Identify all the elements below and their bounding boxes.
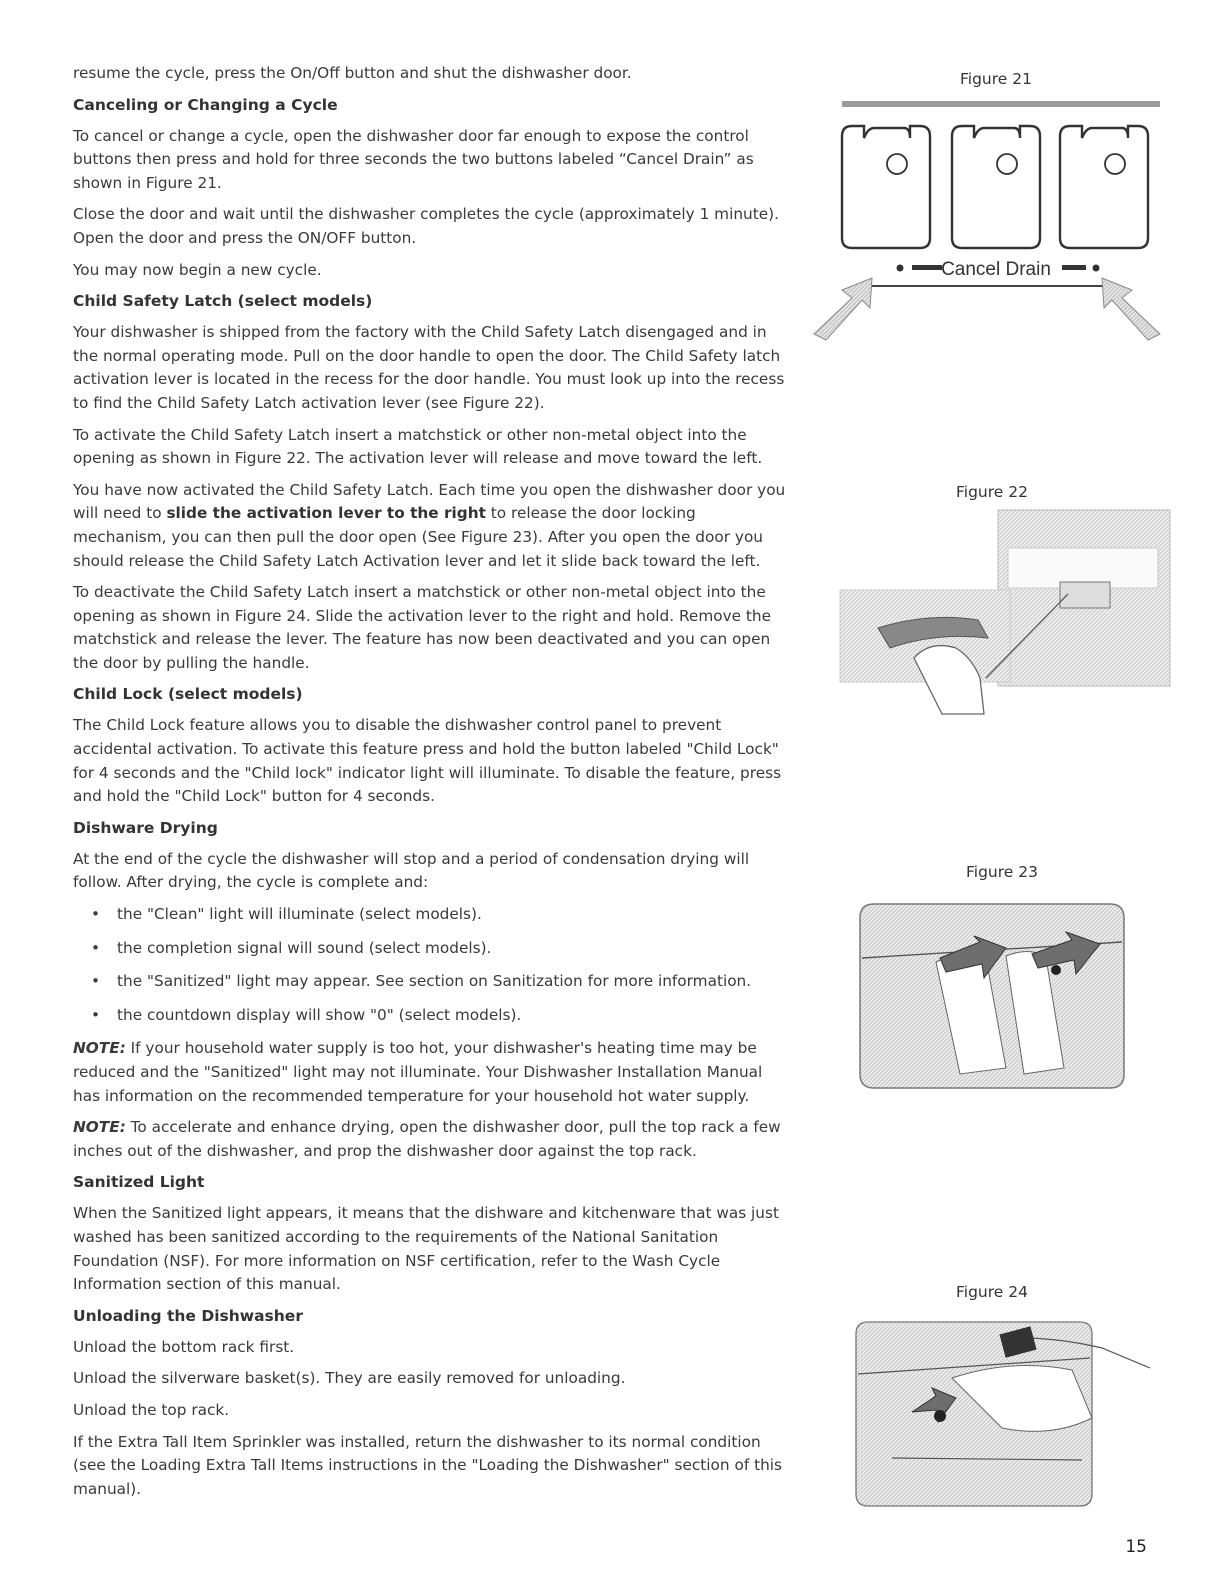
list-item: • the "Clean" light will illuminate (select models). bbox=[73, 903, 793, 927]
control-panel-illustration bbox=[812, 98, 1162, 348]
paragraph: Close the door and wait until the dishwasher completes the cycle (approximately 1 minute). Open the door and press the ON/OFF button. bbox=[73, 205, 779, 247]
cancel-drain-label: Cancel Drain bbox=[941, 259, 1051, 280]
drying-bullet-list bbox=[73, 903, 793, 1027]
note-label: NOTE: bbox=[73, 1039, 126, 1058]
heading-child-lock: Child Lock (select models) bbox=[73, 685, 303, 704]
paragraph: The Child Lock feature allows you to disable the dishwasher control panel to prevent accidental activation. To activate this feature press and hold the button labeled "Child Lock" for 4 seconds and the "Child lock" indicator light will illuminate. To disable the feature, press and hold the "Child Lock" button for 4 seconds. bbox=[73, 716, 782, 806]
paragraph: When the Sanitized light appears, it means that the dishware and kitchenware that was just washed has been sanitized according to the requirements of the National Sanitation Foundation (NSF). For more information on NSF certification, refer to the Wash Cycle Information section of this manual. bbox=[73, 1204, 779, 1294]
intro-paragraph: resume the cycle, press the On/Off button and shut the dishwasher door. bbox=[73, 64, 632, 82]
heading-dishware-drying: Dishware Drying bbox=[73, 818, 218, 837]
bold-text: slide the activation lever to the right bbox=[166, 504, 486, 523]
figure-23-title: Figure 23 bbox=[966, 863, 1038, 881]
note-paragraph bbox=[73, 1037, 793, 1108]
text: If your household water supply is too hot, your dishwasher's heating time may be reduced and the "Sanitized" light may not illuminate. Your Dishwasher Installation Manual has information on the recommended temperature for your household hot water supply. bbox=[73, 1039, 763, 1105]
main-text-column bbox=[73, 62, 793, 1509]
paragraph: If the Extra Tall Item Sprinkler was installed, return the dishwasher to its normal condition (see the Loading Extra Tall Items instructions in the "Loading the Dishwasher" section of this manual). bbox=[73, 1432, 782, 1498]
paragraph bbox=[73, 479, 793, 573]
door-handle-recess-illustration bbox=[838, 508, 1172, 718]
paragraph: Your dishwasher is shipped from the factory with the Child Safety Latch disengaged and in the normal operating mode. Pull on the door handle to open the door. The Child Safety latch activation lever is located in the recess for the door handle. You must look up into the recess to find the Child Safety Latch activation lever (see Figure 22). bbox=[73, 323, 785, 412]
page-number: 15 bbox=[1125, 1537, 1147, 1557]
slide-lever-illustration bbox=[856, 898, 1128, 1128]
figure-22-title: Figure 22 bbox=[956, 483, 1028, 501]
paragraph: At the end of the cycle the dishwasher will stop and a period of condensation drying will follow. After drying, the cycle is complete and: bbox=[73, 849, 750, 892]
list-item: • the countdown display will show "0" (select models). bbox=[73, 1004, 793, 1028]
heading-child-safety-latch: Child Safety Latch (select models) bbox=[73, 292, 373, 311]
note-paragraph bbox=[73, 1116, 793, 1163]
paragraph: To activate the Child Safety Latch insert a matchstick or other non-metal object into the opening as shown in Figure 22. The activation lever will release and move toward the left. bbox=[73, 425, 763, 468]
figure-23-door-open-illustration bbox=[856, 898, 1128, 1128]
paragraph: Unload the bottom rack first. bbox=[73, 1337, 295, 1356]
heading-canceling-cycle: Canceling or Changing a Cycle bbox=[73, 95, 338, 114]
paragraph: To cancel or change a cycle, open the dishwasher door far enough to expose the control buttons then press and hold for three seconds the two buttons labeled “Cancel Drain” as shown in Figure 21. bbox=[73, 126, 754, 192]
text: to release the door locking mechanism, you can then pull the door open (See Figure 23). After you open the door you should release the Child Safety Latch Activation lever and let it slide back toward the left. bbox=[73, 504, 763, 570]
figure-22-latch-illustration bbox=[838, 508, 1172, 718]
figure-24-deactivate-illustration bbox=[852, 1318, 1154, 1514]
figure-21-title: Figure 21 bbox=[960, 70, 1032, 88]
list-item: • the completion signal will sound (select models). bbox=[73, 937, 793, 961]
figure-21-control-buttons bbox=[812, 98, 1162, 348]
heading-sanitized-light: Sanitized Light bbox=[73, 1173, 205, 1192]
paragraph: To deactivate the Child Safety Latch insert a matchstick or other non-metal object into the opening as shown in Figure 24. Slide the activation lever to the right and hold. Remove the matchstick and release the lever. The feature has now been deactivated and you can open the door by pulling the handle. bbox=[73, 583, 772, 672]
text: To accelerate and enhance drying, open the dishwasher door, pull the top rack a few inches out of the dishwasher, and prop the dishwasher door against the top rack. bbox=[73, 1118, 781, 1160]
matchstick-insertion-illustration bbox=[852, 1318, 1154, 1514]
heading-unloading: Unloading the Dishwasher bbox=[73, 1306, 303, 1325]
paragraph: Unload the silverware basket(s). They are easily removed for unloading. bbox=[73, 1369, 626, 1388]
paragraph: You may now begin a new cycle. bbox=[73, 260, 322, 279]
paragraph: Unload the top rack. bbox=[73, 1400, 230, 1419]
list-item: • the "Sanitized" light may appear. See section on Sanitization for more information. bbox=[73, 970, 793, 994]
note-label: NOTE: bbox=[73, 1118, 126, 1137]
text: You have now activated the Child Safety Latch. Each time you open the dishwasher door you will need to bbox=[73, 480, 786, 523]
figure-24-title: Figure 24 bbox=[956, 1283, 1028, 1301]
